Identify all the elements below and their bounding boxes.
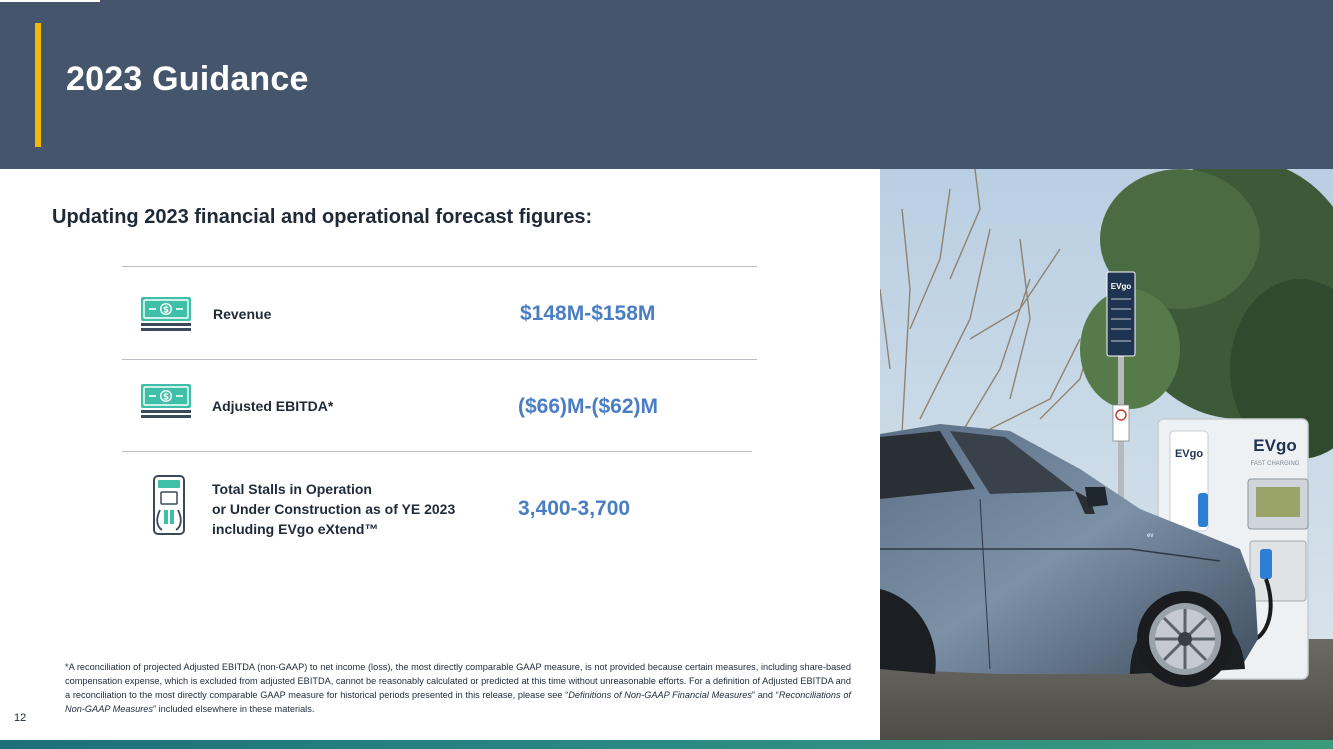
title-accent-bar (35, 23, 41, 147)
row-divider-top (122, 266, 757, 267)
car-badge-text: ev (1147, 533, 1154, 539)
revenue-label: Revenue (213, 306, 272, 322)
footnote-text-3: ” included elsewhere in these materials. (153, 704, 315, 714)
charger-tagline-text: FAST CHARGING (1250, 461, 1300, 467)
adjusted-ebitda-label: Adjusted EBITDA* (212, 398, 334, 414)
footnote (65, 660, 851, 716)
header-band (0, 0, 1333, 169)
footnote-text-1: *A reconciliation of projected Adjusted EBITDA (non-GAAP) to net income (loss), the most directly comparable GAAP measure, is not provided because certain measures, including share-based compensation expense, which is excluded from adjusted EBITDA, cannot be reasonably calculated or predicted at this time without unreasonable efforts. For a definition of Adjusted EBITDA and a reconciliation to the most directly comparable GAAP measure for historical periods presented in this release, please see “ (65, 662, 851, 700)
svg-text:$: $ (162, 392, 170, 403)
total-stalls-label-line-1: Total Stalls in Operation (212, 481, 372, 497)
cash-icon (141, 297, 191, 331)
ev-charger-icon (152, 474, 186, 536)
adjusted-ebitda-value: ($66)M-($62)M (518, 395, 659, 418)
total-stalls-label-line-2: or Under Construction as of YE 2023 (212, 501, 456, 517)
charger-brand-text: EVgo (1253, 436, 1297, 455)
row-divider-middle (122, 359, 757, 360)
total-stalls-label (212, 479, 455, 539)
page-number: 12 (14, 712, 27, 724)
row-divider-bottom (122, 451, 752, 452)
svg-text:$: $ (162, 305, 170, 316)
footnote-italic-1: Definitions of Non-GAAP Financial Measures (568, 690, 752, 700)
footnote-italic-2: Reconciliations of Non-GAAP Measures (65, 690, 851, 714)
total-stalls-value: 3,400-3,700 (518, 497, 631, 520)
total-stalls-label-line-3: including EVgo eXtend™ (212, 521, 379, 537)
page-title: 2023 Guidance (66, 60, 309, 98)
header-top-line (0, 0, 100, 2)
section-subtitle: Updating 2023 financial and operational forecast figures: (52, 206, 593, 228)
ev-charging-photo (880, 169, 1333, 740)
sign-brand-text: EVgo (1110, 282, 1132, 291)
charger-side-brand-text: EVgo (1174, 448, 1204, 460)
bottom-accent-bar (0, 740, 1333, 749)
revenue-value: $148M-$158M (520, 302, 656, 325)
cash-icon (141, 384, 191, 418)
footnote-text-2: ” and “ (751, 690, 779, 700)
